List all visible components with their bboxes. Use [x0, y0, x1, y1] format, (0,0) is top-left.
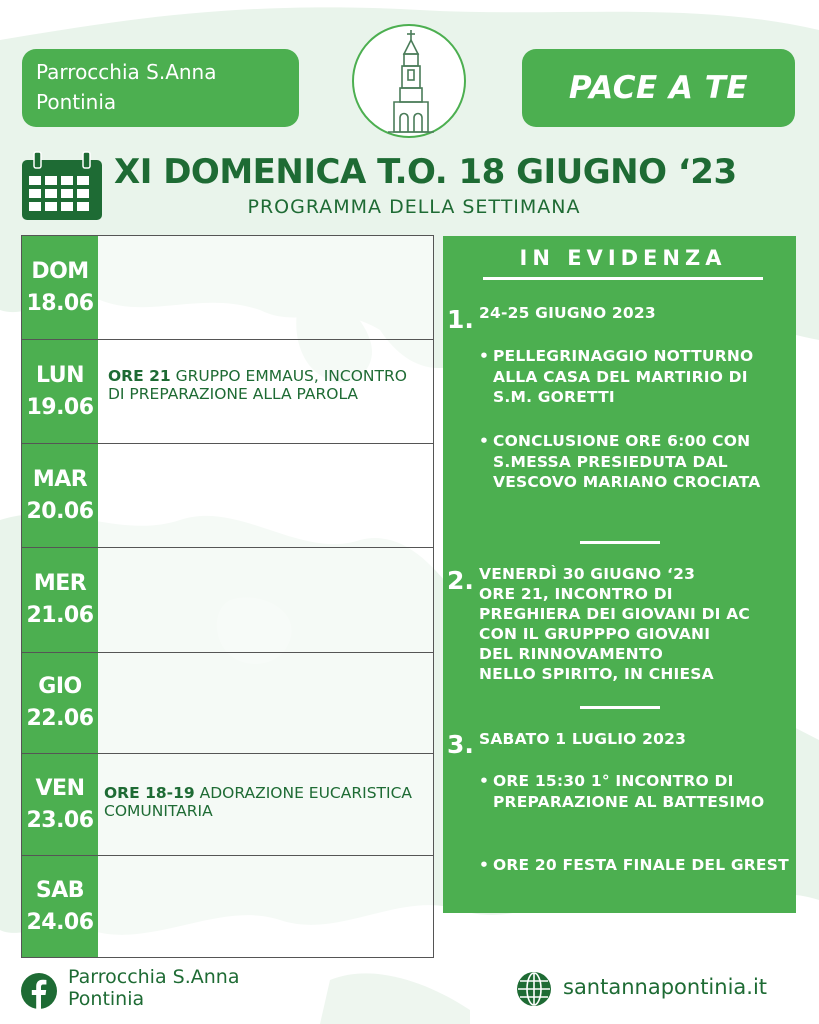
- church-logo: [352, 24, 466, 138]
- day-name: SAB: [35, 877, 85, 903]
- schedule-row-dom: [22, 236, 433, 340]
- day-date: 20.06: [26, 498, 94, 524]
- schedule-row-ven: [22, 754, 433, 856]
- day-name: DOM: [31, 258, 89, 284]
- event-description: ADORAZIONE EUCARISTICA COMUNITARIA: [104, 784, 412, 820]
- item-text-line: VENERDÌ 30 GIUGNO ‘23: [479, 565, 696, 583]
- highlights-heading: IN EVIDENZA: [519, 246, 727, 270]
- calendar-icon: [20, 150, 104, 222]
- day-label: [22, 856, 98, 957]
- day-date: 19.06: [26, 394, 94, 420]
- item-text-line: ORE 21, INCONTRO DI: [479, 585, 673, 603]
- item-heading: 24-25 GIUGNO 2023: [479, 304, 656, 322]
- item-text: [479, 564, 791, 684]
- parish-name-line2: Pontinia: [36, 90, 117, 114]
- parish-name-line1: Parrocchia S.Anna: [36, 60, 217, 84]
- heading-underline: [483, 277, 763, 280]
- weekly-schedule: [21, 235, 434, 958]
- facebook-icon: [21, 973, 57, 1009]
- day-date: 21.06: [26, 603, 94, 628]
- day-event: [104, 784, 427, 820]
- parish-name-badge: [22, 49, 299, 127]
- item-bullet: • PELLEGRINAGGIO NOTTURNO ALLA CASA DEL MARTIRIO DI S.M. GORETTI: [479, 346, 791, 408]
- item-number: 1.: [447, 305, 474, 334]
- day-name: LUN: [35, 362, 84, 388]
- separator: [580, 541, 660, 544]
- day-date: 24.06: [26, 909, 94, 935]
- globe-icon: [515, 970, 553, 1008]
- day-label: [22, 653, 98, 753]
- page-title: XI DOMENICA T.O. 18 GIUGNO ‘23: [114, 152, 737, 192]
- event-time: ORE 21: [108, 367, 171, 385]
- day-name: MAR: [32, 466, 88, 492]
- day-label: [22, 444, 98, 547]
- schedule-row-mar: [22, 444, 433, 548]
- item-bullet: • ORE 20 FESTA FINALE DEL GREST: [479, 855, 791, 876]
- item-text-line: PREGHIERA DEI GIOVANI DI AC: [479, 605, 751, 623]
- schedule-row-sab: [22, 856, 433, 957]
- item-text-line: CON IL GRUPPPO GIOVANI: [479, 625, 711, 643]
- facebook-line2: Pontinia: [68, 988, 145, 1010]
- item-bullet: • CONCLUSIONE ORE 6:00 CON S.MESSA PRESIEDUTA DAL VESCOVO MARIANO CROCIATA: [479, 431, 791, 493]
- day-label: [22, 236, 98, 339]
- day-label: [22, 754, 98, 855]
- day-event: [108, 367, 427, 403]
- day-name: VEN: [35, 775, 85, 801]
- item-number: 3.: [447, 730, 474, 759]
- event-time: ORE 18-19: [104, 784, 195, 802]
- day-label: [22, 548, 98, 652]
- item-number: 2.: [447, 566, 474, 595]
- motto-badge: [522, 49, 795, 127]
- schedule-row-lun: [22, 340, 433, 444]
- facebook-line1: Parrocchia S.Anna: [68, 966, 240, 988]
- day-label: [22, 340, 98, 443]
- event-description: GRUPPO EMMAUS, INCONTRO DI PREPARAZIONE ALLA PAROLA: [108, 367, 407, 403]
- day-name: GIO: [38, 674, 82, 699]
- schedule-row-gio: [22, 653, 433, 754]
- page-subtitle: PROGRAMMA DELLA SETTIMANA: [247, 196, 581, 218]
- separator: [580, 706, 660, 709]
- item-text-line: NELLO SPIRITO, IN CHIESA: [479, 665, 714, 683]
- website-link[interactable]: santannapontinia.it: [563, 975, 768, 999]
- day-name: MER: [33, 571, 87, 596]
- motto-text: PACE A TE: [568, 70, 749, 106]
- day-date: 23.06: [26, 807, 94, 833]
- item-bullet: • ORE 15:30 1° INCONTRO DI PREPARAZIONE AL BATTESIMO: [479, 771, 791, 812]
- highlights-panel: [443, 236, 796, 913]
- church-tower-icon: [354, 26, 468, 140]
- day-date: 18.06: [26, 290, 94, 316]
- item-text-line: DEL RINNOVAMENTO: [479, 645, 664, 663]
- day-date: 22.06: [26, 706, 94, 731]
- schedule-row-mer: [22, 548, 433, 653]
- facebook-page-label[interactable]: [68, 966, 328, 1010]
- item-heading: SABATO 1 LUGLIO 2023: [479, 730, 687, 748]
